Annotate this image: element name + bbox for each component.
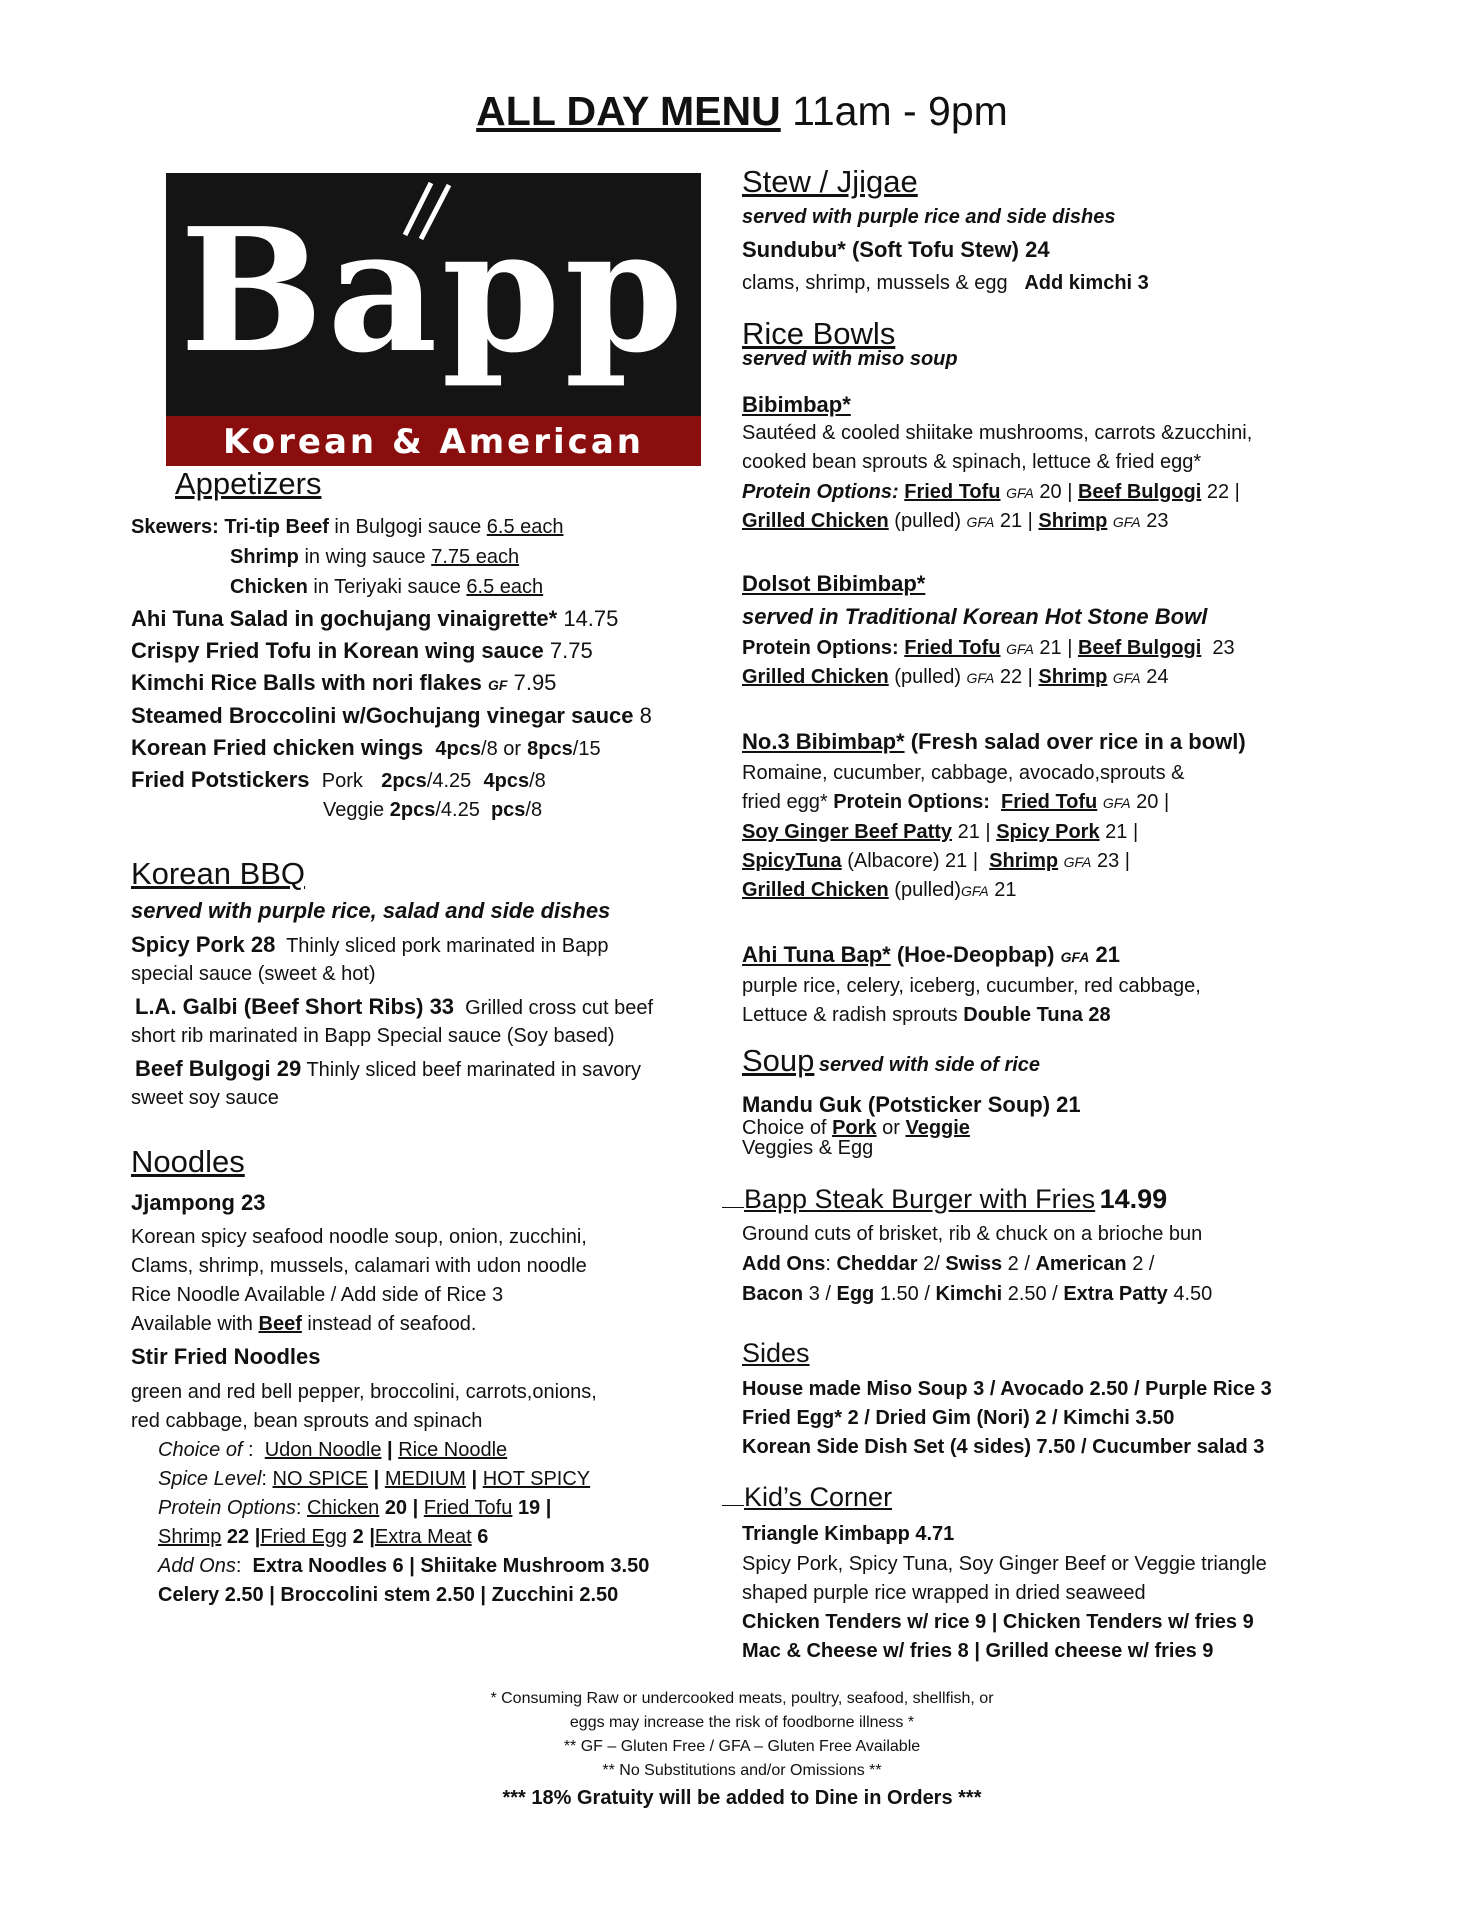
footer-disclaimer: * Consuming Raw or undercooked meats, poultry, seafood, shellfish, or bbox=[490, 1690, 994, 1707]
sides-heading: Sides bbox=[742, 1338, 810, 1368]
footer-disclaimer: ** No Substitutions and/or Omissions ** bbox=[602, 1762, 882, 1779]
spice-level: Spice Level: NO SPICE | MEDIUM | HOT SPICY bbox=[158, 1468, 591, 1490]
menu-item: Ahi Tuna Bap* (Hoe-Deopbap) GFA 21 bbox=[742, 942, 1121, 967]
item-description: cooked bean sprouts & spinach, lettuce & fried egg* bbox=[742, 451, 1202, 473]
menu-item: Kimchi Rice Balls with nori flakes GF 7.95 bbox=[131, 670, 557, 695]
menu-item: No.3 Bibimbap* (Fresh salad over rice in a bowl) bbox=[742, 729, 1246, 754]
bapp-logo bbox=[166, 173, 701, 466]
item-description: special sauce (sweet & hot) bbox=[131, 963, 376, 985]
menu-item: Dolsot Bibimbap* bbox=[742, 571, 926, 596]
item-description: Sautéed & cooled shiitake mushrooms, carrots &zucchini, bbox=[742, 422, 1253, 444]
menu-item: Triangle Kimbapp 4.71 bbox=[742, 1523, 955, 1545]
menu-item: Ahi Tuna Salad in gochujang vinaigrette* 14.75 bbox=[131, 606, 619, 631]
footer-disclaimer: eggs may increase the risk of foodborne illness * bbox=[569, 1714, 915, 1731]
item-description: purple rice, celery, iceberg, cucumber, red cabbage, bbox=[742, 975, 1201, 997]
page-title bbox=[0, 88, 1484, 135]
item-description: Veggies & Egg bbox=[742, 1137, 874, 1159]
protein-options: Grilled Chicken (pulled) GFA 22 | Shrimp GFA 24 bbox=[742, 666, 1169, 688]
item-description: Choice of Pork or Veggie bbox=[742, 1117, 970, 1139]
protein-options: Grilled Chicken (pulled)GFA 21 bbox=[742, 879, 1017, 901]
noodles-heading: Noodles bbox=[131, 1144, 245, 1179]
item-description: Available with Beef instead of seafood. bbox=[131, 1313, 477, 1335]
protein-options: Protein Options: Chicken 20 | Fried Tofu 19 | bbox=[158, 1497, 552, 1519]
rice-bowls-heading: Rice Bowls bbox=[742, 316, 896, 351]
soup-heading: Soup bbox=[742, 1043, 815, 1078]
menu-item: Stir Fried Noodles bbox=[131, 1344, 321, 1369]
protein-options: fried egg* Protein Options: Fried Tofu GFA 20 | bbox=[742, 791, 1170, 813]
appetizers-heading: Appetizers bbox=[175, 466, 322, 501]
menu-item: Veggie 2pcs/4.25 pcs/8 bbox=[323, 799, 543, 821]
menu-item: Chicken Tenders w/ rice 9 | Chicken Tenders w/ fries 9 bbox=[742, 1611, 1254, 1633]
protein-options: Shrimp 22 |Fried Egg 2 |Extra Meat 6 bbox=[158, 1526, 489, 1548]
logo-brand: Bapp bbox=[179, 191, 688, 391]
kids-title bbox=[722, 1482, 892, 1513]
item-description: short rib marinated in Bapp Special sauce (Soy based) bbox=[131, 1025, 615, 1047]
section-subtitle: served in Traditional Korean Hot Stone Bowl bbox=[742, 604, 1208, 629]
menu-item: Bibimbap* bbox=[742, 392, 851, 417]
item-description: Romaine, cucumber, cabbage, avocado,sprouts & bbox=[742, 762, 1185, 784]
menu-item: Korean Fried chicken wings 4pcs/8 or 8pcs/15 bbox=[131, 735, 601, 760]
section-subtitle: served with miso soup bbox=[742, 348, 958, 370]
stew-heading: Stew / Jjigae bbox=[742, 164, 918, 199]
menu-item: Mac & Cheese w/ fries 8 | Grilled cheese w/ fries 9 bbox=[742, 1640, 1214, 1662]
footer-gratuity: *** 18% Gratuity will be added to Dine in Orders *** bbox=[502, 1787, 982, 1809]
item-description: Clams, shrimp, mussels, calamari with udon noodle bbox=[131, 1255, 587, 1277]
menu-item: Spicy Pork 28 Thinly sliced pork marinated in Bapp bbox=[131, 932, 609, 957]
menu-title: ALL DAY MENU bbox=[476, 88, 781, 134]
item-description: sweet soy sauce bbox=[131, 1087, 279, 1109]
item-description: Lettuce & radish sprouts Double Tuna 28 bbox=[742, 1004, 1111, 1026]
menu-item: Steamed Broccolini w/Gochujang vinegar sauce 8 bbox=[131, 703, 652, 728]
item-description: Spicy Pork, Spicy Tuna, Soy Ginger Beef or Veggie triangle bbox=[742, 1553, 1267, 1575]
section-subtitle: served with purple rice, salad and side dishes bbox=[131, 898, 611, 923]
sides-line: House made Miso Soup 3 / Avocado 2.50 / Purple Rice 3 bbox=[742, 1378, 1272, 1400]
item-description: Ground cuts of brisket, rib & chuck on a brioche bun bbox=[742, 1223, 1203, 1245]
protein-options: Soy Ginger Beef Patty 21 | Spicy Pork 21 | bbox=[742, 821, 1139, 843]
add-ons: Celery 2.50 | Broccolini stem 2.50 | Zucchini 2.50 bbox=[158, 1584, 619, 1606]
add-ons: Add Ons: Extra Noodles 6 | Shiitake Mushroom 3.50 bbox=[158, 1555, 650, 1577]
skewer-line: Chicken in Teriyaki sauce 6.5 each bbox=[230, 576, 544, 598]
item-description: shaped purple rice wrapped in dried seaweed bbox=[742, 1582, 1146, 1604]
skewer-line: Shrimp in wing sauce 7.75 each bbox=[230, 546, 520, 568]
menu-hours: 11am - 9pm bbox=[792, 88, 1008, 134]
sides-line: Korean Side Dish Set (4 sides) 7.50 / Cucumber salad 3 bbox=[742, 1436, 1265, 1458]
item-description: Korean spicy seafood noodle soup, onion, zucchini, bbox=[131, 1226, 587, 1248]
item-description: Rice Noodle Available / Add side of Rice 3 bbox=[131, 1284, 504, 1306]
add-ons: Bacon 3 / Egg 1.50 / Kimchi 2.50 / Extra Patty 4.50 bbox=[742, 1283, 1213, 1305]
noodle-choice: Choice of : Udon Noodle | Rice Noodle bbox=[158, 1439, 508, 1461]
menu-item: L.A. Galbi (Beef Short Ribs) 33 Grilled cross cut beef bbox=[135, 994, 654, 1019]
add-ons: Add Ons: Cheddar 2/ Swiss 2 / American 2 / bbox=[742, 1253, 1155, 1275]
kids-heading: Kid’s Corner bbox=[744, 1482, 893, 1512]
menu-item: Mandu Guk (Potsticker Soup) 21 bbox=[742, 1092, 1081, 1117]
menu-item: Beef Bulgogi 29 Thinly sliced beef marinated in savory bbox=[135, 1056, 642, 1081]
item-description: red cabbage, bean sprouts and spinach bbox=[131, 1410, 483, 1432]
sides-line: Fried Egg* 2 / Dried Gim (Nori) 2 / Kimchi 3.50 bbox=[742, 1407, 1175, 1429]
protein-options: Grilled Chicken (pulled) GFA 21 | Shrimp GFA 23 bbox=[742, 510, 1169, 532]
section-subtitle: served with purple rice and side dishes bbox=[742, 206, 1116, 228]
burger-title: Bapp Steak Burger with Fries 14.99 bbox=[722, 1184, 1167, 1215]
menu-item: Sundubu* (Soft Tofu Stew) 24 bbox=[742, 237, 1050, 262]
protein-options: SpicyTuna (Albacore) 21 | Shrimp GFA 23 | bbox=[742, 850, 1130, 872]
logo-tagline: Korean & American bbox=[223, 422, 644, 462]
menu-item: Jjampong 23 bbox=[131, 1190, 266, 1215]
item-description: clams, shrimp, mussels & egg Add kimchi 3 bbox=[742, 272, 1149, 294]
soup-section-title: Soup served with side of rice bbox=[742, 1043, 1041, 1078]
footer-disclaimer: ** GF – Gluten Free / GFA – Gluten Free Available bbox=[563, 1738, 921, 1755]
skewer-line: Skewers: Tri-tip Beef in Bulgogi sauce 6.5 each bbox=[131, 516, 564, 538]
menu-item: Fried Potstickers Pork 2pcs/4.25 4pcs/8 bbox=[131, 767, 546, 792]
item-description: green and red bell pepper, broccolini, carrots,onions, bbox=[131, 1381, 597, 1403]
menu-item: Crispy Fried Tofu in Korean wing sauce 7.75 bbox=[131, 638, 593, 663]
protein-options: Protein Options: Fried Tofu GFA 20 | Beef Bulgogi 22 | bbox=[742, 481, 1240, 503]
korean-bbq-heading: Korean BBQ bbox=[131, 856, 306, 891]
protein-options: Protein Options: Fried Tofu GFA 21 | Beef Bulgogi 23 bbox=[742, 637, 1235, 659]
